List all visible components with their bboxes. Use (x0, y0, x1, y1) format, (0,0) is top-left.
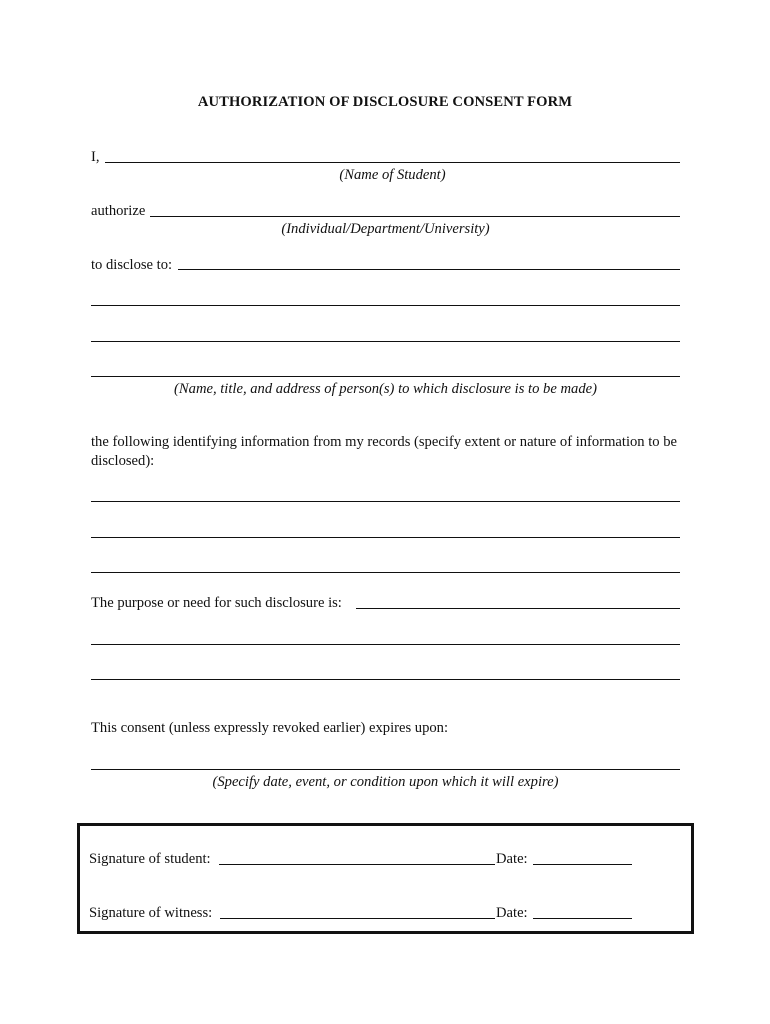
witness-signature-field[interactable] (220, 918, 495, 919)
witness-date-field[interactable] (533, 918, 632, 919)
purpose-field-line-3[interactable] (91, 679, 680, 680)
recipient-field-line-4[interactable] (91, 376, 680, 377)
recipient-field-line-1[interactable] (178, 269, 680, 270)
disclose-to-label: to disclose to: (91, 257, 173, 273)
records-field-line-3[interactable] (91, 572, 680, 573)
student-signature-label: Signature of student: (89, 851, 211, 867)
witness-date-label: Date: (496, 905, 528, 921)
student-name-field[interactable] (105, 162, 680, 163)
records-paragraph: the following identifying information from my records (specify extent or nature of information to be disclosed): (91, 434, 678, 469)
student-name-caption: (Name of Student) (339, 167, 446, 183)
expiry-field[interactable] (91, 769, 680, 770)
student-date-field[interactable] (533, 864, 632, 865)
authorizer-field[interactable] (150, 216, 680, 217)
records-field-line-2[interactable] (91, 537, 680, 538)
witness-signature-label: Signature of witness: (89, 905, 213, 921)
student-signature-field[interactable] (219, 864, 495, 865)
recipient-caption: (Name, title, and address of person(s) to which disclosure is to be made) (174, 381, 597, 397)
authorizer-caption: (Individual/Department/University) (281, 221, 490, 237)
expiry-caption: (Specify date, event, or condition upon which it will expire) (212, 774, 559, 790)
form-title: AUTHORIZATION OF DISCLOSURE CONSENT FORM (197, 94, 573, 110)
recipient-field-line-2[interactable] (91, 305, 680, 306)
purpose-field-line-1[interactable] (356, 608, 680, 609)
student-date-label: Date: (496, 851, 528, 867)
authorize-label: authorize (91, 203, 146, 219)
purpose-label: The purpose or need for such disclosure is: (91, 595, 342, 611)
recipient-field-line-3[interactable] (91, 341, 680, 342)
records-field-line-1[interactable] (91, 501, 680, 502)
student-prefix-label: I, (91, 149, 100, 165)
purpose-field-line-2[interactable] (91, 644, 680, 645)
expires-label: This consent (unless expressly revoked earlier) expires upon: (91, 720, 449, 736)
